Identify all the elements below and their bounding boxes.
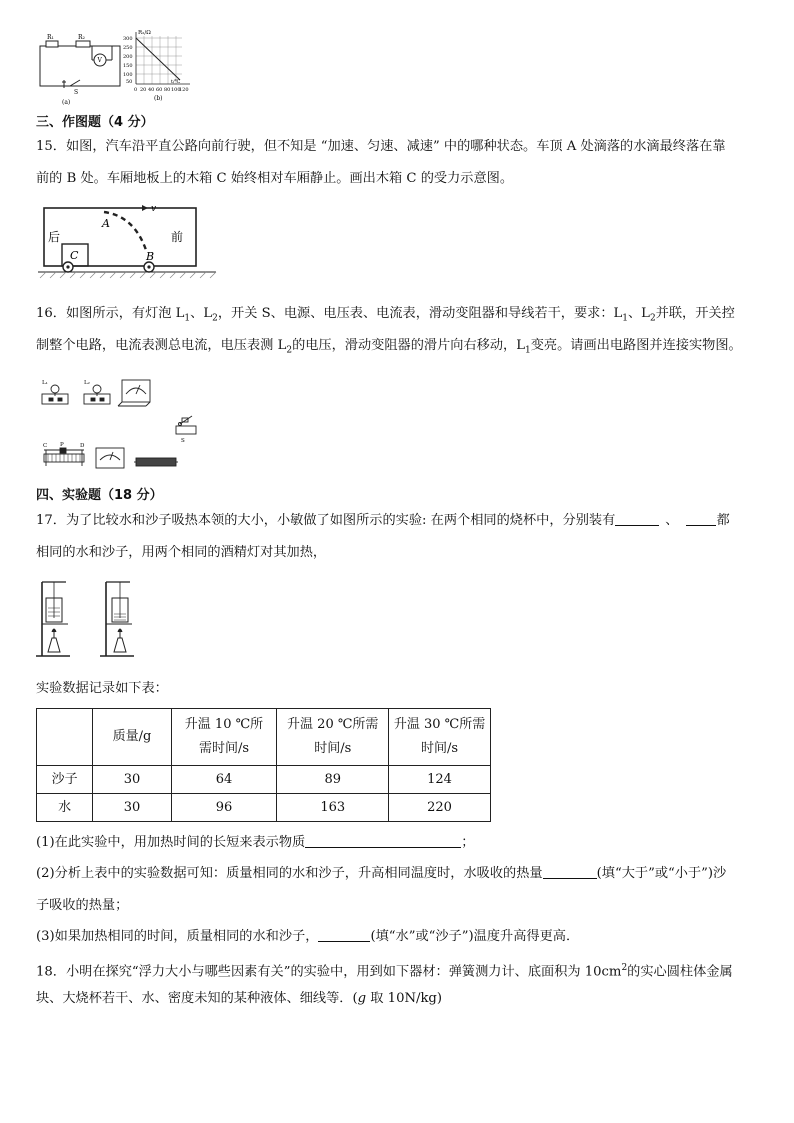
answer-blank[interactable]	[318, 928, 370, 942]
ytick: 150	[123, 63, 133, 69]
ytick: 250	[123, 45, 133, 51]
data-table	[36, 708, 491, 822]
table-cell: 64	[171, 766, 277, 794]
q15-line2: 前的 B 处。车厢地板上的木箱 C 始终相对车厢静止。画出木箱 C 的受力示意图。	[36, 171, 514, 186]
q16-line1: 16．如图所示，有灯泡 $L_1$、$L_2$，开关 S、电源、电压表、电流表，滑动变阻器和导线若干，要求：$L_1$、$L_2$并联，开关控	[36, 306, 735, 324]
table-header-cell: 升温 10 ℃所 需时间/s	[171, 709, 277, 766]
label-p: P	[60, 442, 64, 448]
ytick: 100	[123, 72, 133, 78]
q17-heating-figure	[34, 574, 144, 662]
section-title-drawing: 三、作图题（4 分）	[36, 115, 154, 130]
answer-blank[interactable]	[543, 865, 597, 879]
label-b: (b)	[154, 95, 163, 102]
drop-path	[104, 212, 146, 250]
table-row	[37, 794, 491, 822]
q15-line1: 15．如图，汽车沿平直公路向前行驶，但不知是 “加速、匀速、减速” 中的哪种状态。车顶 A 处滴落的水滴最终落在靠	[36, 139, 726, 154]
label-a: (a)	[62, 99, 71, 106]
ammeter	[96, 448, 124, 468]
circuit-diagram-a	[40, 41, 120, 88]
xtick: 80	[164, 87, 171, 93]
label-s: S	[181, 438, 185, 444]
table-cell: 96	[171, 794, 277, 822]
lamp-l2	[84, 385, 110, 404]
table-header-row	[37, 709, 491, 766]
label-c: C	[43, 443, 48, 449]
xtick: 100	[171, 87, 181, 93]
label-d: D	[80, 443, 85, 449]
answer-blank[interactable]	[686, 512, 716, 526]
table-row	[37, 766, 491, 794]
label-r1: R₁	[47, 34, 54, 41]
section-title-experiment: 四、实验题（18 分）	[36, 488, 163, 503]
q17-line2: 相同的水和沙子，用两个相同的酒精灯对其加热，	[36, 545, 327, 560]
graph-b	[136, 32, 190, 84]
xtick: 40	[148, 87, 155, 93]
ytick: 200	[123, 54, 133, 60]
q18-line1: 18．小明在探究“浮力大小与哪些因素有关”的实验中，用到如下器材：弹簧测力计、底面积为 $10cm^2$的实心圆柱体金属	[36, 963, 733, 980]
xtick: 0	[134, 87, 138, 93]
xtick: 120	[179, 87, 189, 93]
rheostat	[44, 448, 84, 466]
xtick: 60	[156, 87, 163, 93]
q18-line2: 块、大烧杯若干、水、密度未知的某种液体、细线等．(g 取 10N/kg)	[36, 991, 443, 1006]
switch	[176, 416, 196, 434]
q15-car-figure	[34, 200, 220, 286]
table-cell: 220	[389, 794, 491, 822]
answer-blank[interactable]	[615, 512, 659, 526]
graph-ylabel: R₂/Ω	[138, 30, 151, 36]
table-header-cell: 质量/g	[93, 709, 171, 766]
label-voltmeter: V	[97, 57, 102, 64]
table-cell: 89	[277, 766, 389, 794]
q17-sub2-cont: 子吸收的热量；	[36, 898, 129, 913]
q14-figure	[34, 28, 194, 106]
q16-line2: 制整个电路，电流表测总电流，电压表测 $L_2$的电压，滑动变阻器的滑片向右移动，$L_1$变亮。请画出电路图并连接实物图。	[36, 338, 742, 356]
table-cell: 沙子	[37, 766, 93, 794]
graph-xlabel: t/℃	[171, 79, 181, 85]
label-l1: L₁	[42, 380, 48, 386]
lamp-l1	[42, 385, 68, 404]
table-cell: 124	[389, 766, 491, 794]
q17-sub2: (2)分析上表中的实验数据可知：质量相同的水和沙子，升高相同温度时，水吸收的热量 (填“大于”或“小于”)沙	[36, 866, 727, 881]
table-header-cell: 升温 20 ℃所需 时间/s	[277, 709, 389, 766]
q16-components-figure	[40, 372, 200, 476]
label-l2: L₂	[84, 380, 90, 386]
table-intro: 实验数据记录如下表：	[36, 681, 168, 696]
label-v: v	[151, 204, 157, 214]
table-header-cell: 升温 30 ℃所需 时间/s	[389, 709, 491, 766]
voltmeter	[118, 380, 150, 406]
ytick: 50	[126, 79, 133, 85]
table-cell: 30	[93, 794, 171, 822]
table-header-cell	[37, 709, 93, 766]
label-b: B	[146, 250, 155, 263]
answer-blank[interactable]	[305, 834, 461, 848]
label-r2: R₂	[78, 34, 85, 41]
label-c: C	[70, 249, 79, 262]
table-cell: 30	[93, 766, 171, 794]
xtick: 20	[140, 87, 147, 93]
q17-line1: 17．为了比较水和沙子吸热本领的大小，小敏做了如图所示的实验: 在两个相同的烧杯中，分别装有 、 都	[36, 513, 730, 528]
table-cell: 163	[277, 794, 389, 822]
label-rear: 后	[48, 230, 61, 244]
battery	[134, 458, 178, 466]
velocity-arrow	[142, 205, 148, 211]
ytick: 300	[123, 36, 133, 42]
table-cell: 水	[37, 794, 93, 822]
label-front: 前	[171, 230, 184, 244]
q17-sub3: (3)如果加热相同的时间，质量相同的水和沙子， (填“水”或“沙子”)温度升高得更高．	[36, 929, 580, 944]
label-a: A	[102, 217, 110, 230]
q17-sub1: (1)在此实验中，用加热时间的长短来表示物质 ；	[36, 835, 475, 850]
label-switch: S	[74, 89, 79, 96]
